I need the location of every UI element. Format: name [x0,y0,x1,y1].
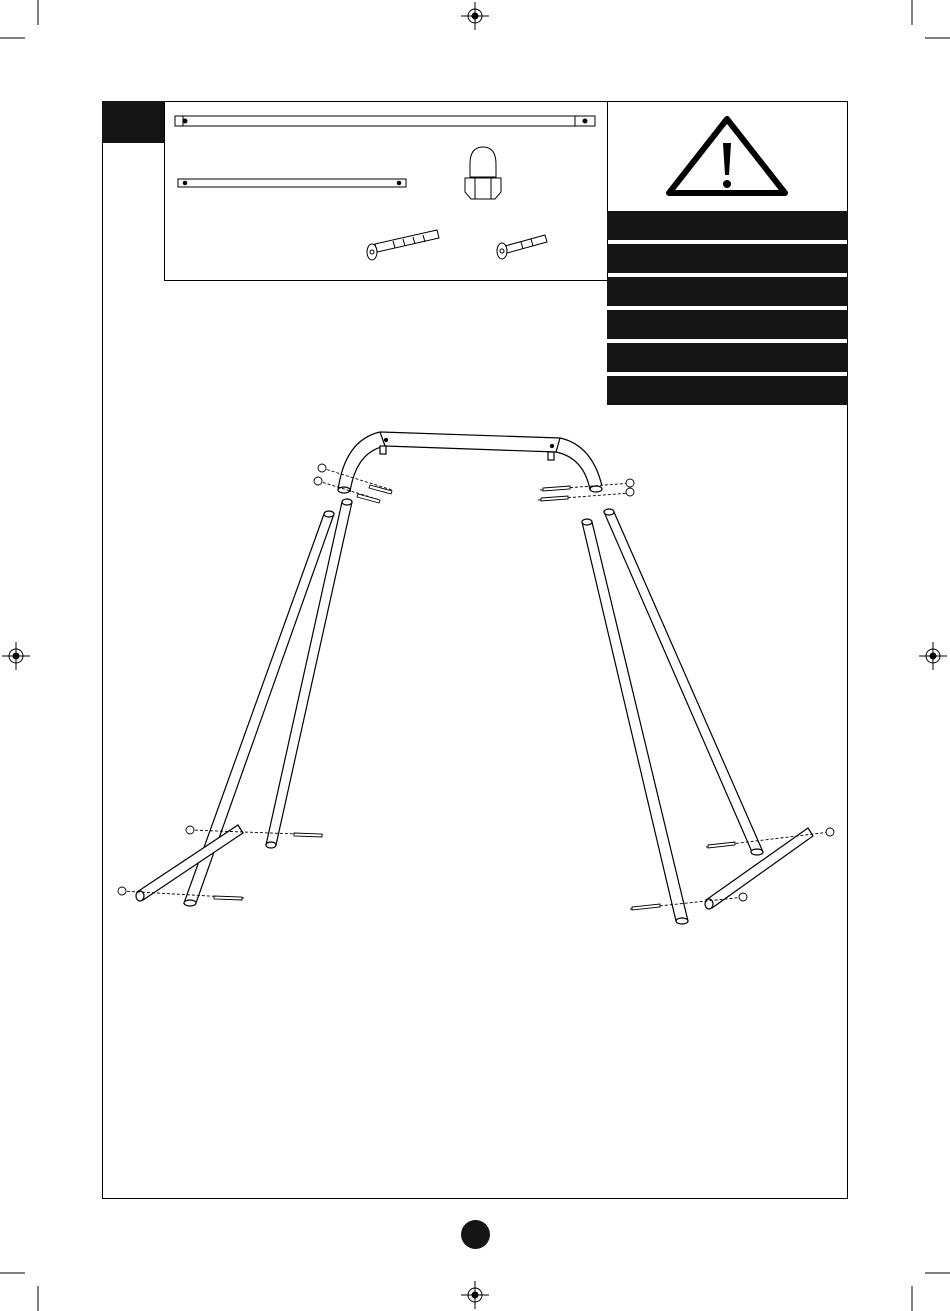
right-foot-bar [705,828,813,909]
top-right-bolts [538,479,634,501]
top-left-bolts [314,464,392,503]
top-beam [338,432,602,493]
left-leg-rear [266,499,352,848]
page-number-badge [461,1220,490,1249]
